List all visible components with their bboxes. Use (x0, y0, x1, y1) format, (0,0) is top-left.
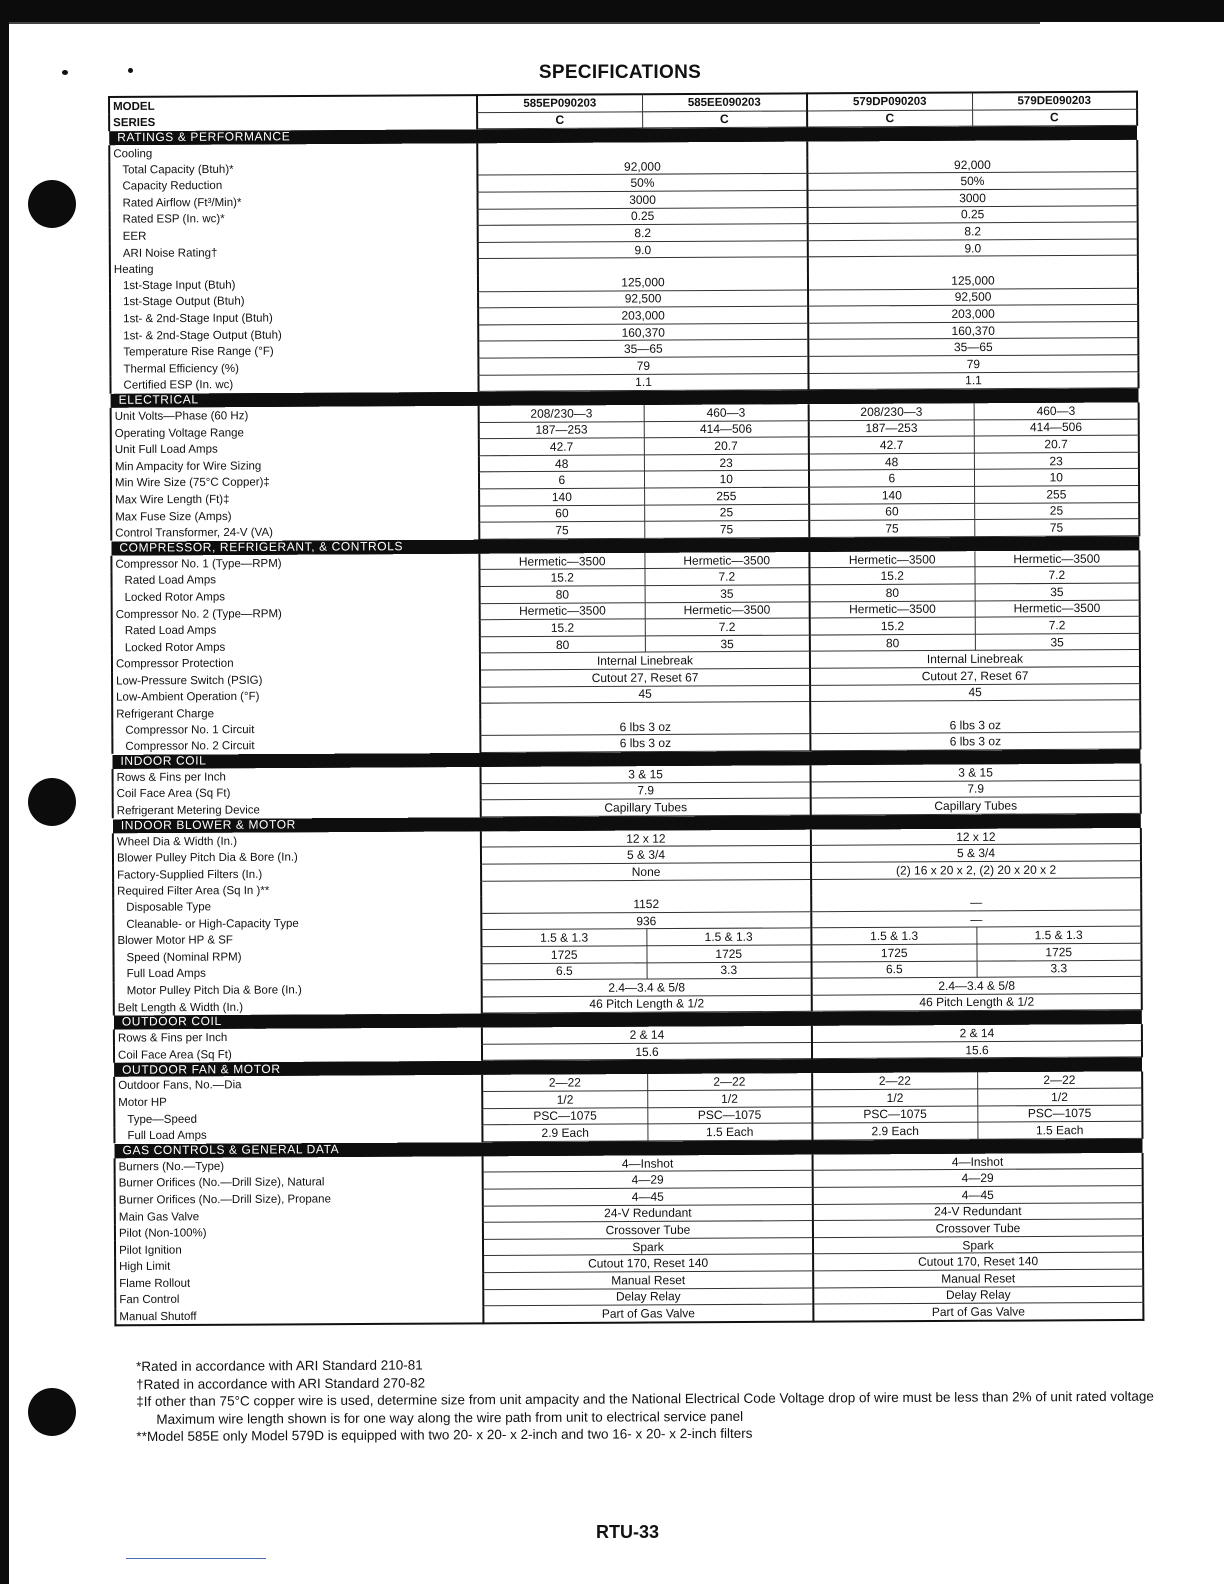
specifications-table (108, 91, 1144, 1326)
spec-value: Manual Reset (813, 1269, 1143, 1287)
spec-value: Delay Relay (483, 1288, 813, 1306)
spec-value: 80 (480, 636, 645, 654)
spec-value: 0.25 (478, 207, 808, 225)
spec-value: 92,000 (477, 158, 807, 176)
spec-value: 20.7 (644, 437, 809, 455)
spec-value: 414—506 (644, 420, 809, 438)
spec-value: 24-V Redundant (813, 1202, 1143, 1220)
spec-value: 1.1 (808, 371, 1138, 389)
series-cell: C (972, 109, 1137, 127)
spec-value: 75 (809, 520, 974, 538)
spec-label: Belt Length & Width (In.) (114, 997, 482, 1016)
spec-value: 35 (645, 585, 810, 603)
spec-value: 75 (479, 522, 644, 540)
spec-label: Unit Full Load Amps (111, 439, 479, 458)
spec-value-empty (477, 142, 807, 159)
spec-value: 3000 (478, 190, 808, 208)
spec-value: 12 x 12 (811, 828, 1141, 846)
spec-value: 3 & 15 (481, 765, 811, 783)
spec-label: Pilot (Non-100%) (115, 1223, 483, 1242)
spec-value: 42.7 (809, 436, 974, 454)
spec-value: 140 (479, 488, 644, 506)
page-title: SPECIFICATIONS (538, 62, 702, 83)
spec-label: Motor Pulley Pitch Dia & Bore (In.) (114, 980, 482, 999)
spec-value: 1.5 & 1.3 (811, 927, 976, 945)
spec-value: 9.0 (808, 239, 1138, 257)
spec-label: Cooling (109, 144, 477, 162)
spec-label: Operating Voltage Range (111, 422, 479, 441)
series-cell: C (807, 110, 972, 128)
spec-value: 2.4—3.4 & 5/8 (482, 978, 812, 996)
spec-value: 2 & 14 (482, 1026, 812, 1044)
spec-value: 6 lbs 3 oz (480, 734, 810, 752)
spec-value: Hermetic—3500 (479, 553, 644, 570)
spec-value: 42.7 (479, 438, 644, 456)
spec-value: 460—3 (644, 404, 809, 421)
spec-value: 60 (809, 503, 974, 521)
spec-value: 48 (479, 455, 644, 473)
spec-value: 460—3 (974, 403, 1139, 420)
spec-label: Unit Volts—Phase (60 Hz) (111, 406, 479, 424)
spec-value: 1/2 (812, 1089, 977, 1107)
spec-value: 7.9 (811, 780, 1141, 798)
spec-value: 25 (974, 502, 1139, 520)
spec-value: 92,000 (807, 156, 1137, 174)
spec-value: Hermetic—3500 (809, 551, 974, 568)
spec-value: 1152 (481, 895, 811, 913)
footnote: †Rated in accordance with ARI Standard 270-82 (136, 1374, 426, 1392)
spec-value: Internal Linebreak (810, 650, 1140, 668)
spec-label: Compressor No. 2 (Type—RPM) (112, 603, 480, 622)
spec-label: Fan Control (115, 1289, 483, 1308)
spec-label: Type—Speed (114, 1108, 482, 1127)
spec-label: Temperature Rise Range (°F) (110, 341, 478, 360)
spec-value: Hermetic—3500 (644, 552, 809, 569)
footnote: ‡If other than 75°C copper wire is used, determine size from unit ampacity and the National Electrical Code Voltage drop of wire must be less than 2% of unit rated voltage Maximum wire length shown is for one way along the wire path from unit to electrical service panel (136, 1388, 1154, 1427)
spec-value: Cutout 27, Reset 67 (480, 668, 810, 686)
spec-value-empty (811, 877, 1141, 895)
binder-hole-icon (28, 180, 76, 228)
spec-label: Total Capacity (Btuh)* (109, 159, 477, 177)
section-title: INDOOR COIL (112, 749, 1140, 769)
spec-value: 1.1 (478, 373, 808, 391)
footnote: **Model 585E only Model 579D is equipped with two 20- x 20- x 2-inch and two 16- x 20- x 2-inch filters (136, 1425, 753, 1444)
spec-label: Blower Pulley Pitch Dia & Bore (In.) (113, 847, 481, 866)
spec-label: Min Wire Size (75°C Copper)‡ (111, 472, 479, 491)
spec-value: Part of Gas Valve (813, 1303, 1143, 1322)
spec-value: 23 (644, 454, 809, 472)
section-title: GAS CONTROLS & GENERAL DATA (114, 1138, 1142, 1158)
spec-value: 4—45 (483, 1187, 813, 1205)
spec-value: 160,370 (808, 321, 1138, 339)
spec-value: 4—Inshot (813, 1153, 1143, 1171)
spec-value: 1725 (811, 944, 976, 962)
spec-value: 15.2 (810, 617, 975, 635)
spec-value: 35 (975, 583, 1140, 601)
model-cell: 585EP090203 (477, 94, 642, 112)
spec-value: Crossover Tube (813, 1219, 1143, 1237)
spec-label: 1st- & 2nd-Stage Output (Btuh) (110, 325, 478, 344)
spec-value: Cutout 170, Reset 140 (483, 1254, 813, 1272)
spec-value: — (811, 894, 1141, 912)
spec-value: 203,000 (808, 305, 1138, 323)
spec-label: Cleanable- or High-Capacity Type (113, 913, 481, 932)
spec-label: Rows & Fins per Inch (114, 1028, 482, 1046)
spec-label: 1st-Stage Input (Btuh) (110, 275, 478, 293)
spec-value-empty (481, 879, 811, 897)
top-scan-border (0, 0, 1224, 22)
section-title: OUTDOOR COIL (114, 1010, 1142, 1030)
spec-label: Heating (110, 259, 478, 277)
spec-value: Hermetic—3500 (975, 600, 1140, 618)
spec-value: 15.6 (812, 1041, 1142, 1059)
spec-value: 1725 (646, 945, 811, 963)
spec-label: Motor HP (114, 1092, 482, 1111)
spec-value: 15.2 (480, 619, 645, 637)
spec-value: 203,000 (478, 306, 808, 324)
spec-value: 7.2 (645, 618, 810, 636)
spec-value: — (811, 910, 1141, 928)
spec-value: 6 lbs 3 oz (810, 716, 1140, 734)
spec-value: 15.6 (482, 1042, 812, 1060)
spec-label: Rated Airflow (Ft³/Min)* (110, 192, 478, 211)
spec-value: 23 (974, 452, 1139, 470)
spec-label: Factory-Supplied Filters (In.) (113, 864, 481, 883)
spec-label: Refrigerant Metering Device (113, 800, 481, 819)
spec-value: 6 (809, 470, 974, 488)
spec-value: 75 (644, 521, 809, 539)
spec-value: 45 (480, 685, 810, 703)
spec-value: Hermetic—3500 (810, 601, 975, 619)
spec-label: Manual Shutoff (115, 1306, 483, 1325)
spec-label: Blower Motor HP & SF (113, 930, 481, 949)
spec-value: None (481, 862, 811, 880)
spec-label: Required Filter Area (Sq In )** (113, 881, 481, 899)
spec-value: 35 (975, 633, 1140, 651)
spec-value: PSC—1075 (812, 1106, 977, 1124)
spec-label: Certified ESP (In. wc) (110, 375, 478, 394)
spec-label: Compressor No. 1 Circuit (112, 720, 480, 738)
spec-value: 1.5 Each (977, 1121, 1142, 1139)
spec-value: 35—65 (478, 340, 808, 358)
spec-value: 92,500 (808, 288, 1138, 306)
spec-value: 1.5 & 1.3 (646, 928, 811, 946)
spec-label: Low-Pressure Switch (PSIG) (112, 670, 480, 689)
model-cell: 585EE090203 (642, 93, 807, 111)
spec-value: 80 (480, 586, 645, 604)
spec-label: Compressor No. 2 Circuit (112, 736, 480, 755)
spec-value: 15.2 (809, 567, 974, 585)
spec-value: 20.7 (974, 435, 1139, 453)
spec-label: Coil Face Area (Sq Ft) (113, 783, 481, 802)
spec-value: 1.5 Each (647, 1123, 812, 1141)
spec-value: 1725 (976, 943, 1141, 961)
spec-value: 7.9 (481, 782, 811, 800)
spec-value: 1.5 & 1.3 (481, 929, 646, 947)
spec-label: Pilot Ignition (115, 1239, 483, 1258)
spec-value-empty (807, 140, 1137, 157)
spec-value: 2.9 Each (482, 1124, 647, 1142)
spec-value: 8.2 (808, 222, 1138, 240)
section-title: OUTDOOR FAN & MOTOR (114, 1057, 1142, 1077)
top-rule (0, 22, 1040, 24)
spec-label: Locked Rotor Amps (112, 587, 480, 606)
spec-label: Full Load Amps (114, 963, 482, 982)
spec-value: 125,000 (808, 272, 1138, 290)
spec-value: 187—253 (809, 420, 974, 438)
footnote: *Rated in accordance with ARI Standard 210-81 (136, 1357, 423, 1374)
spec-value: Crossover Tube (483, 1221, 813, 1239)
spec-value: 6.5 (812, 961, 977, 979)
spec-label: Rated Load Amps (111, 570, 479, 589)
spec-value: Delay Relay (813, 1286, 1143, 1304)
bottom-rule (126, 1558, 266, 1559)
spec-value: 35 (645, 635, 810, 653)
spec-value: Hermetic—3500 (974, 550, 1139, 567)
spec-value: 1.5 & 1.3 (976, 926, 1141, 944)
spec-value: PSC—1075 (647, 1107, 812, 1125)
spec-value: 80 (810, 584, 975, 602)
spec-label: Refrigerant Charge (112, 703, 480, 721)
page-number: RTU-33 (596, 1522, 660, 1542)
spec-value: 48 (809, 453, 974, 471)
left-scan-border (0, 0, 9, 1584)
spec-value: Cutout 27, Reset 67 (810, 667, 1140, 685)
spec-value: Manual Reset (483, 1271, 813, 1289)
spec-label: Coil Face Area (Sq Ft) (114, 1044, 482, 1063)
spec-value: 25 (644, 504, 809, 522)
spec-value: 24-V Redundant (483, 1204, 813, 1222)
section-title: ELECTRICAL (111, 388, 1139, 408)
spec-value: 2 & 14 (812, 1024, 1142, 1042)
spec-label: Max Fuse Size (Amps) (111, 506, 479, 525)
model-cell: 579DP090203 (807, 92, 972, 110)
spec-value: 4—45 (813, 1186, 1143, 1204)
spec-value: 46 Pitch Length & 1/2 (482, 995, 812, 1013)
section-title: INDOOR BLOWER & MOTOR (113, 813, 1141, 833)
spec-value-empty (808, 255, 1138, 273)
spec-value: 1725 (481, 946, 646, 964)
spec-value: 60 (479, 505, 644, 523)
spec-value: 255 (644, 487, 809, 505)
spec-label: Full Load Amps (114, 1125, 482, 1144)
spec-value-empty (810, 700, 1140, 718)
spec-value: 2.4—3.4 & 5/8 (812, 976, 1142, 994)
spec-value: 80 (810, 634, 975, 652)
spec-value: 2—22 (977, 1072, 1142, 1089)
spec-label: Wheel Dia & Width (In.) (113, 831, 481, 849)
spec-value: 10 (974, 469, 1139, 487)
spec-value: 45 (810, 683, 1140, 701)
spec-label: Low-Ambient Operation (°F) (112, 687, 480, 706)
series-cell: C (477, 111, 642, 129)
spec-label: Thermal Efficiency (%) (110, 358, 478, 377)
spec-value: 50% (477, 174, 807, 192)
spec-label: Control Transformer, 24-V (VA) (111, 522, 479, 541)
spec-value: 6 lbs 3 oz (810, 732, 1140, 750)
spec-label: Rated ESP (In. wc)* (110, 209, 478, 228)
spec-value: 2—22 (812, 1073, 977, 1090)
spec-value: 6.5 (482, 962, 647, 980)
spec-value: 79 (808, 355, 1138, 373)
binder-hole-icon (28, 778, 76, 826)
spec-value: 6 lbs 3 oz (480, 718, 810, 736)
spec-value: 8.2 (478, 224, 808, 242)
spec-value: 50% (807, 172, 1137, 190)
spec-value: 10 (644, 471, 809, 489)
spec-label: Burners (No.—Type) (115, 1156, 483, 1174)
spec-value: 4—29 (483, 1171, 813, 1189)
spec-label: 1st- & 2nd-Stage Input (Btuh) (110, 308, 478, 327)
spec-value: 2—22 (647, 1074, 812, 1091)
spec-label: ARI Noise Rating† (110, 242, 478, 261)
series-label: SERIES (109, 112, 477, 131)
spec-value: Internal Linebreak (480, 652, 810, 670)
spec-label: Disposable Type (113, 897, 481, 915)
spec-value: 936 (481, 911, 811, 929)
spec-value: 1/2 (977, 1088, 1142, 1106)
spec-value: Spark (483, 1237, 813, 1255)
spec-value: (2) 16 x 20 x 2, (2) 20 x 20 x 2 (811, 861, 1141, 879)
spec-value: 5 & 3/4 (811, 844, 1141, 862)
spec-value: 187—253 (479, 421, 644, 439)
spec-value: Capillary Tubes (811, 796, 1141, 814)
spec-label: Speed (Nominal RPM) (113, 947, 481, 966)
spec-value: 79 (478, 356, 808, 374)
spec-value: Cutout 170, Reset 140 (813, 1252, 1143, 1270)
spec-value: 208/230—3 (809, 403, 974, 420)
spec-label: Main Gas Valve (115, 1206, 483, 1225)
section-title: RATINGS & PERFORMANCE (109, 126, 1137, 146)
spec-label: Rows & Fins per Inch (113, 767, 481, 785)
spec-value-empty (480, 702, 810, 720)
spec-value: 15.2 (479, 569, 644, 587)
spec-label: Compressor No. 1 (Type—RPM) (111, 554, 479, 572)
footnotes (136, 1353, 1166, 1446)
model-cell: 579DE090203 (972, 92, 1137, 110)
specifications-table-body (109, 92, 1143, 1325)
spec-value: 208/230—3 (479, 405, 644, 422)
spec-value: 0.25 (808, 205, 1138, 223)
spec-value: 140 (809, 486, 974, 504)
spec-label: Max Wire Length (Ft)‡ (111, 489, 479, 508)
spec-value: Part of Gas Valve (483, 1304, 813, 1323)
spec-value: 92,500 (478, 290, 808, 308)
spec-value: 75 (974, 519, 1139, 537)
spec-value: PSC—1075 (977, 1105, 1142, 1123)
spec-value: 7.2 (975, 616, 1140, 634)
spec-value: 7.2 (644, 568, 809, 586)
spec-value-empty (478, 257, 808, 275)
spec-value: 1/2 (647, 1090, 812, 1108)
spec-value: 7.2 (974, 566, 1139, 584)
section-title: COMPRESSOR, REFRIGERANT, & CONTROLS (111, 536, 1139, 556)
spec-value: 2—22 (482, 1075, 647, 1092)
spec-value: 4—29 (813, 1169, 1143, 1187)
spec-value: 46 Pitch Length & 1/2 (812, 993, 1142, 1011)
spec-value: Hermetic—3500 (645, 601, 810, 619)
spec-value: 255 (974, 486, 1139, 504)
spec-value: 12 x 12 (481, 829, 811, 847)
spec-label: Outdoor Fans, No.—Dia (114, 1075, 482, 1093)
spec-label: Burner Orifices (No.—Drill Size), Propane (115, 1189, 483, 1208)
spec-label: Locked Rotor Amps (112, 637, 480, 656)
spec-value: Capillary Tubes (481, 798, 811, 816)
spec-value: 3.3 (977, 960, 1142, 978)
spec-value: Hermetic—3500 (480, 602, 645, 620)
spec-value: 414—506 (974, 419, 1139, 437)
spec-label: Capacity Reduction (109, 175, 477, 194)
spec-value: 125,000 (478, 273, 808, 291)
spec-value: 3.3 (647, 962, 812, 980)
spec-value: 9.0 (478, 240, 808, 258)
spec-value: 3000 (808, 189, 1138, 207)
spec-value: 3 & 15 (811, 764, 1141, 782)
spec-label: Min Ampacity for Wire Sizing (111, 456, 479, 475)
spec-value: 6 (479, 471, 644, 489)
spec-label: Compressor Protection (112, 653, 480, 672)
spec-value: 4—Inshot (483, 1155, 813, 1173)
spec-value: 1/2 (482, 1091, 647, 1109)
binder-hole-icon (28, 1388, 76, 1436)
spec-label: EER (110, 226, 478, 245)
spec-label: Flame Rollout (115, 1273, 483, 1292)
series-cell: C (642, 111, 807, 129)
spec-value: 160,370 (478, 323, 808, 341)
model-label: MODEL (109, 95, 477, 114)
spec-label: 1st-Stage Output (Btuh) (110, 291, 478, 310)
spec-value: PSC—1075 (482, 1107, 647, 1125)
spec-label: High Limit (115, 1256, 483, 1275)
spec-label: Burner Orifices (No.—Drill Size), Natural (115, 1172, 483, 1191)
spec-label: Rated Load Amps (112, 620, 480, 639)
spec-value: Spark (813, 1236, 1143, 1254)
spec-value: 35—65 (808, 338, 1138, 356)
spec-value: 2.9 Each (812, 1122, 977, 1140)
spec-value: 5 & 3/4 (481, 846, 811, 864)
